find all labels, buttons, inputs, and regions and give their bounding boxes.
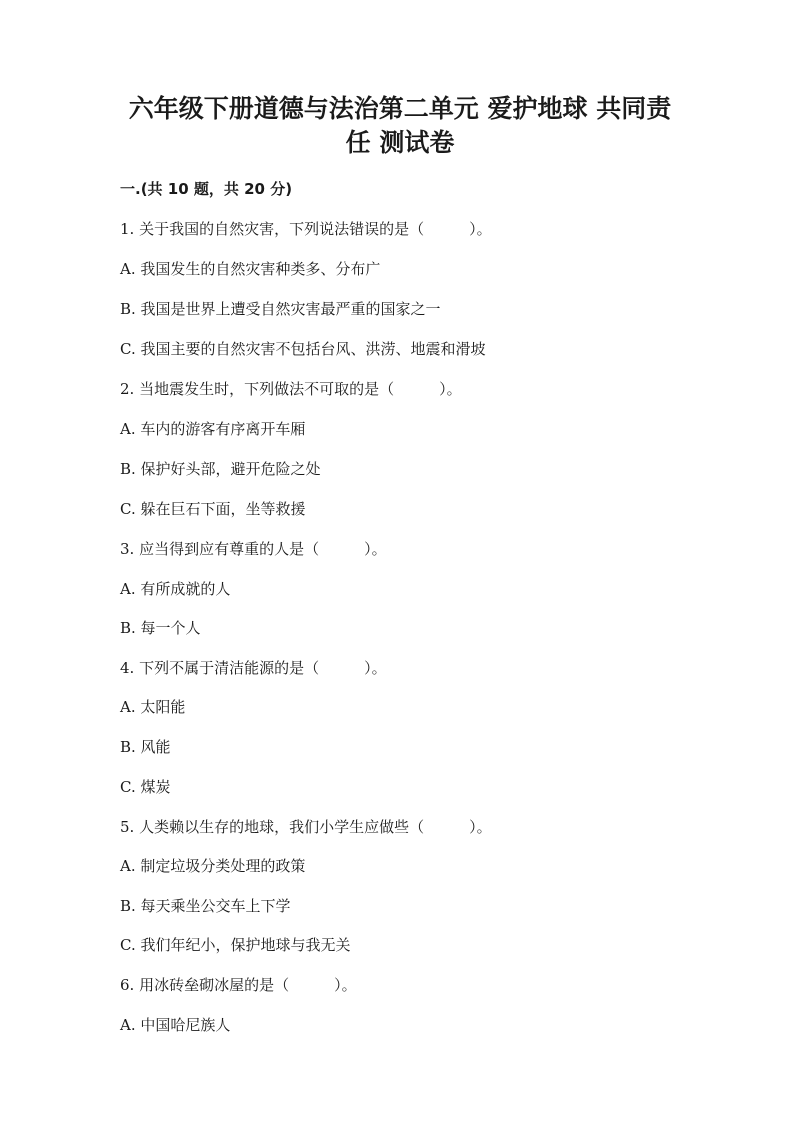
section-header: 一.(共 10 题，共 20 分) (120, 180, 293, 198)
question-4-option-b: B. 风能 (120, 738, 171, 756)
question-4-option-c: C. 煤炭 (120, 778, 171, 796)
question-5-option-b: B. 每天乘坐公交车上下学 (120, 897, 291, 915)
question-2-option-b: B. 保护好头部，避开危险之处 (120, 460, 321, 478)
question-5: 5. 人类赖以生存的地球，我们小学生应做些（ ）。 (120, 818, 492, 836)
question-4-option-a: A. 太阳能 (120, 698, 186, 716)
question-2: 2. 当地震发生时，下列做法不可取的是（ ）。 (120, 380, 462, 398)
question-5-option-c: C. 我们年纪小，保护地球与我无关 (120, 936, 351, 954)
question-4: 4. 下列不属于清洁能源的是（ ）。 (120, 659, 387, 677)
question-1-option-c: C. 我国主要的自然灾害不包括台风、洪涝、地震和滑坡 (120, 340, 486, 358)
question-1-option-b: B. 我国是世界上遭受自然灾害最严重的国家之一 (120, 300, 441, 318)
question-5-option-a: A. 制定垃圾分类处理的政策 (120, 857, 306, 875)
question-3-option-a: A. 有所成就的人 (120, 580, 231, 598)
question-1: 1. 关于我国的自然灾害，下列说法错误的是（ ）。 (120, 220, 492, 238)
question-2-option-c: C. 躲在巨石下面，坐等救援 (120, 500, 306, 518)
question-3-option-b: B. 每一个人 (120, 619, 201, 637)
question-6-option-a: A. 中国哈尼族人 (120, 1016, 231, 1034)
title-line-2: 任 测试卷 (345, 128, 455, 157)
question-3: 3. 应当得到应有尊重的人是（ ）。 (120, 540, 387, 558)
question-1-option-a: A. 我国发生的自然灾害种类多、分布广 (120, 260, 381, 278)
question-2-option-a: A. 车内的游客有序离开车厢 (120, 420, 306, 438)
title-line-1: 六年级下册道德与法治第二单元 爱护地球 共同责 (128, 94, 672, 123)
page-title (100, 92, 700, 160)
question-6: 6. 用冰砖垒砌冰屋的是（ ）。 (120, 976, 357, 994)
